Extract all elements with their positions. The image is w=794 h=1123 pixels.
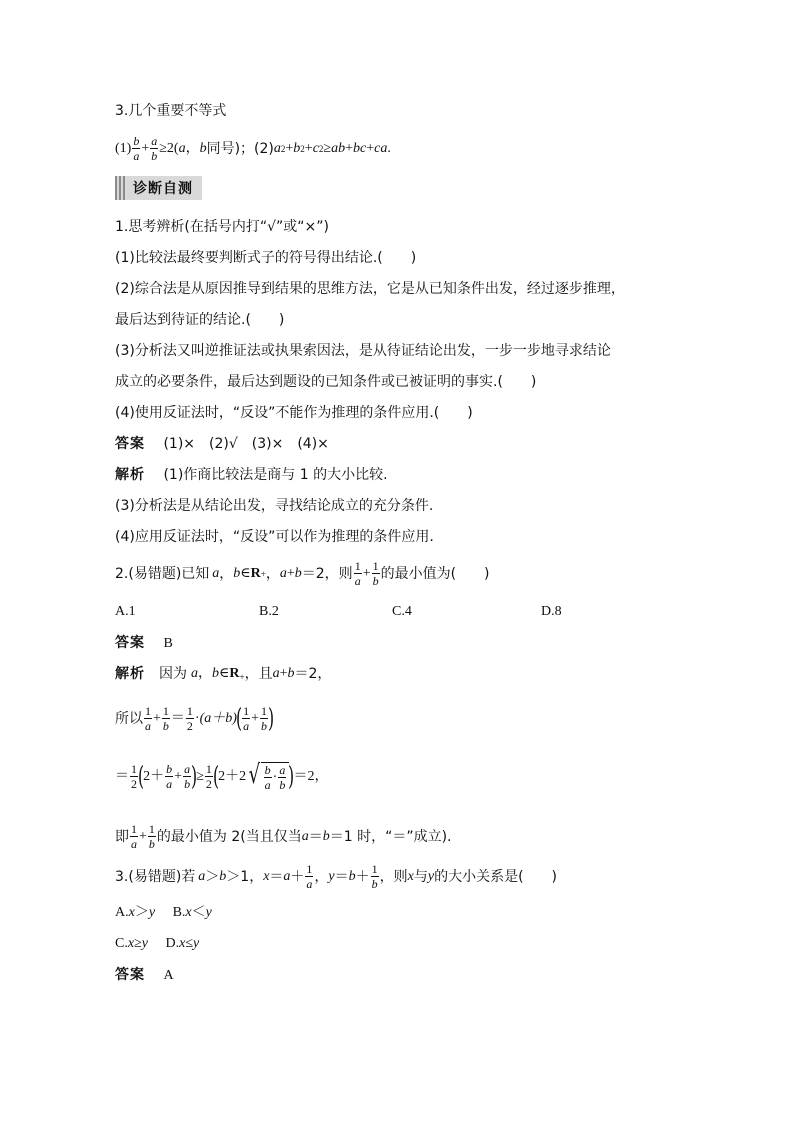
- fraction-a-over-b: [150, 135, 158, 162]
- frac-num: a: [184, 762, 191, 776]
- answer-label: 答案: [115, 635, 145, 651]
- q1-analysis1: (1)作商比较法是商与 1 的大小比较.: [163, 467, 388, 483]
- relation: ＞: [134, 905, 149, 920]
- plus-sign: +: [139, 828, 147, 844]
- option-prefix: B.: [172, 905, 186, 920]
- var-c: c: [312, 140, 319, 156]
- coef-two: 2: [239, 768, 247, 784]
- plus-sign: +: [251, 710, 259, 726]
- frac-den: b: [184, 777, 191, 791]
- var-b: b: [348, 868, 356, 884]
- frac-num: 1: [148, 822, 155, 836]
- in-sign: ∈: [219, 666, 230, 681]
- frac-num: a: [151, 134, 158, 148]
- analysis-label: 解析: [115, 666, 145, 682]
- frac-den: a: [306, 877, 313, 891]
- fraction-a-over-b: [278, 764, 286, 791]
- frac-num: 1: [354, 559, 361, 573]
- and-text: 与: [413, 868, 428, 885]
- var-x: x: [179, 936, 186, 951]
- q2-answer: B: [163, 636, 173, 651]
- var-a: a: [301, 828, 309, 844]
- radical-sign: √: [248, 760, 261, 790]
- fraction-b-over-a: [264, 764, 272, 791]
- term-ca: ca: [374, 140, 388, 156]
- frac-den: 2: [131, 777, 137, 791]
- frac-den: b: [151, 149, 158, 163]
- q2-derivation-line2: ＝ $\frac{1}{2}$ ( 2＋ $\frac{b}{a}$ + $\frac{a}{b}$ ) ≥ $\frac{1}{2}$ ( 2＋ 2 √ $\frac{b}{a}$ · $\frac{a}{b}$ ) ＝2，: [115, 760, 329, 792]
- q1-item2-line2: 最后达到待证的结论.( ): [115, 312, 285, 328]
- option-prefix: D.: [165, 936, 180, 951]
- frac-num: b: [264, 763, 271, 777]
- q3-option-a: [115, 905, 155, 920]
- frac-den: b: [279, 778, 286, 792]
- q1-analysis3: (3)分析法是从结论出发，寻找结论成立的充分条件.: [115, 498, 434, 514]
- set-R: R: [250, 565, 261, 581]
- fraction-1-over-a: [242, 705, 250, 732]
- gt-one: ＞1，: [226, 868, 264, 885]
- conclusion-text: 的最小值为 2(当且仅当: [156, 828, 302, 845]
- fraction-half: [130, 763, 138, 790]
- two-plus: 2＋: [218, 768, 240, 784]
- ineq1-prefix: (1): [115, 140, 132, 156]
- answer-label: 答案: [115, 436, 145, 452]
- q3-stem-start: 3.(易错题)若: [115, 868, 196, 885]
- var-x: x: [407, 868, 414, 884]
- frac-den: a: [264, 778, 271, 792]
- q3-options-row1: [115, 906, 212, 920]
- fraction-1-over-a: [305, 863, 313, 890]
- header-stripes: [115, 176, 125, 200]
- var-y: y: [328, 868, 335, 884]
- var-b: b: [294, 565, 302, 581]
- q2-option-d: D.8: [541, 604, 562, 619]
- q2-option-c: C.4: [392, 604, 412, 619]
- comma: ，: [314, 868, 329, 885]
- q3-option-b: [173, 905, 212, 920]
- plus-sign: +: [153, 710, 161, 726]
- frac-num: 1: [145, 704, 151, 718]
- frac-num: 1: [186, 704, 193, 718]
- frac-num: b: [133, 134, 140, 148]
- q1-item1: (1)比较法最终要判断式子的符号得出结论.( ): [115, 250, 417, 266]
- var-a: a: [212, 565, 220, 581]
- var-a: a: [272, 666, 280, 681]
- comma: ，: [198, 666, 212, 681]
- inequality-line: (1) $\frac{b}{a}$ + $\frac{a}{b}$ ≥2( a ， b 同号)；(2) a 2 + b 2 + c 2 ≥ ab + bc + ca .: [115, 134, 391, 163]
- q1-item3-line2: 成立的必要条件，最后达到题设的已知条件或已被证明的事实.( ): [115, 374, 537, 390]
- fraction-1-over-a: [130, 823, 138, 850]
- var-a: a: [273, 140, 281, 156]
- equals-two: ＝2，: [294, 666, 332, 682]
- var-y: y: [427, 868, 435, 884]
- two-plus: 2＋: [143, 768, 165, 784]
- in-sign: ∈: [240, 565, 251, 581]
- q2-conclusion: [115, 823, 452, 850]
- var-b: b: [212, 666, 219, 681]
- plus-sign: +: [174, 768, 183, 784]
- q2-option-a: A.1: [115, 604, 136, 619]
- fraction-1-over-b: [260, 705, 268, 732]
- section3-title: 3.几个重要不等式: [115, 103, 227, 119]
- fraction-1-over-a: [354, 560, 362, 587]
- equals-two: ＝2，则: [301, 565, 353, 582]
- and-text: ，且: [244, 666, 273, 682]
- then-text: ，则: [379, 868, 408, 885]
- ineq1-cond-end: 同号)；(2): [206, 140, 274, 157]
- frac-num: b: [166, 762, 173, 776]
- var-b: b: [293, 140, 301, 156]
- analysis-label: 解析: [115, 467, 145, 483]
- plus-sign: +: [279, 666, 288, 681]
- relation: ≥: [134, 936, 142, 951]
- term-bc: bc: [353, 140, 367, 156]
- q1-analysis4: (4)应用反证法时，“反设”可以作为推理的条件应用.: [115, 529, 434, 545]
- q3-options-row2: [115, 937, 199, 951]
- fraction-1-over-b: [162, 705, 170, 732]
- set-subscript: +: [239, 672, 245, 682]
- period: .: [387, 140, 391, 156]
- answer-label: 答案: [115, 967, 145, 983]
- plus-sign: +: [286, 565, 295, 581]
- section-header: [115, 176, 202, 200]
- section-header-label: 诊断自测: [133, 181, 193, 197]
- q3-option-c: [115, 936, 148, 951]
- q3-stem: [115, 863, 557, 890]
- q2-derivation-line1: 所以 $\frac{1}{a}$ + $\frac{1}{b}$ ＝ $\frac{1}{2}$ · (a＋b) ( $\frac{1}{a}$ + $\frac{1}{b}$ ): [115, 703, 275, 734]
- equals: ＝: [170, 710, 185, 726]
- plus-sign: +: [362, 565, 371, 581]
- var-a: a: [279, 565, 287, 581]
- plus-sign: +: [141, 140, 150, 156]
- q3-answer: A: [163, 968, 174, 983]
- var-x: x: [127, 936, 135, 951]
- frac-den: a: [133, 149, 140, 163]
- frac-num: 1: [372, 559, 379, 573]
- frac-den: b: [260, 719, 267, 733]
- q3-stem-end: 的大小关系是( ): [434, 868, 558, 885]
- var-y: y: [205, 905, 212, 920]
- frac-num: 1: [205, 762, 212, 776]
- frac-den: b: [148, 837, 155, 851]
- frac-num: 1: [131, 762, 137, 776]
- comma: ，: [185, 140, 200, 156]
- fraction-b-over-a: [132, 135, 140, 162]
- q2-option-b: B.2: [259, 604, 279, 619]
- frac-num: 1: [306, 862, 313, 876]
- option-prefix: C.: [115, 936, 128, 951]
- var-a: a: [283, 868, 291, 884]
- relation: ＜: [191, 905, 206, 920]
- ge-sign: ≥: [196, 768, 204, 784]
- q1-answer-row: [115, 437, 329, 451]
- q1-item4: (4)使用反证法时，“反设”不能作为推理的条件应用.( ): [115, 405, 473, 421]
- var-b: b: [233, 565, 241, 581]
- q2-answer-row: [115, 636, 173, 651]
- sum-expr: (a＋b): [199, 710, 237, 726]
- plus-sign: +: [345, 140, 354, 156]
- relation: ≤: [185, 936, 193, 951]
- var-a: a: [178, 140, 186, 156]
- fraction-1-over-a: [144, 705, 152, 732]
- frac-num: 1: [371, 862, 378, 876]
- term-ab: ab: [331, 140, 346, 156]
- frac-num: 1: [260, 704, 267, 718]
- q1-item3-line1: (3)分析法又叫逆推证法或执果索因法，是从待证结论出发，一步一步地寻求结论: [115, 343, 611, 359]
- frac-den: a: [243, 719, 250, 733]
- frac-den: a: [166, 777, 173, 791]
- frac-num: a: [279, 763, 286, 777]
- square-root: √ $\frac{b}{a}$ · $\frac{a}{b}$: [246, 762, 289, 791]
- var-b: b: [287, 666, 295, 681]
- plus-sign: +: [366, 140, 375, 156]
- fraction-b-over-a: [165, 763, 173, 790]
- ineq1-rest: ≥2(: [159, 140, 179, 156]
- frac-num: 1: [243, 704, 250, 718]
- frac-den: 2: [186, 719, 193, 733]
- var-b: b: [199, 140, 207, 156]
- fraction-half: [205, 763, 213, 790]
- plus-sign: ＋: [355, 868, 370, 885]
- var-b: b: [219, 868, 227, 884]
- var-x: x: [185, 905, 192, 920]
- q2-stem: 2.(易错题)已知 a ， b ∈ R + ， a + b ＝2，则 $\frac{1}{a}$ + $\frac{1}{b}$ 的最小值为( ): [115, 559, 490, 588]
- q1-title: 1.思考辨析(在括号内打“√”或“×”): [115, 219, 329, 235]
- because-text: 因为: [159, 666, 187, 682]
- gt-sign: ＞: [205, 868, 220, 885]
- final-equals: ＝2，: [293, 768, 329, 784]
- frac-den: a: [131, 837, 137, 851]
- equals: ＝: [269, 868, 284, 885]
- comma: ，: [265, 565, 280, 582]
- plus-sign: ＋: [290, 868, 305, 885]
- conclusion-end: ＝1 时，“＝”成立).: [329, 828, 452, 845]
- var-b: b: [322, 828, 330, 844]
- q1-answer: (1)× (2)√ (3)× (4)×: [163, 436, 329, 452]
- frac-den: b: [162, 719, 169, 733]
- frac-den: 2: [205, 777, 212, 791]
- q1-item2-line1: (2)综合法是从原因推导到结果的思维方法，它是从已知条件出发，经过逐步推理，: [115, 281, 625, 297]
- plus-sign: +: [285, 140, 294, 156]
- equals: ＝: [115, 768, 129, 784]
- so-text: 所以: [115, 710, 143, 727]
- var-x: x: [263, 868, 270, 884]
- i-e-text: 即: [115, 828, 129, 845]
- frac-num: 1: [162, 704, 169, 718]
- q2-stem-start: 2.(易错题)已知: [115, 565, 210, 582]
- q1-analysis-row: [115, 468, 388, 482]
- plus-sign: +: [304, 140, 313, 156]
- var-y: y: [141, 936, 148, 951]
- frac-den: b: [372, 574, 379, 588]
- frac-den: a: [354, 574, 361, 588]
- var-x: x: [128, 905, 135, 920]
- frac-den: a: [145, 719, 151, 733]
- var-a: a: [191, 666, 198, 681]
- fraction-1-over-b: [148, 823, 156, 850]
- fraction-1-over-b: [372, 560, 380, 587]
- q3-option-d: [165, 936, 199, 951]
- var-y: y: [193, 936, 200, 951]
- q3-answer-row: [115, 968, 174, 983]
- q2-analysis-intro: [115, 667, 331, 681]
- fraction-half: [186, 705, 194, 732]
- comma: ，: [219, 565, 234, 582]
- fraction-a-over-b: [183, 763, 191, 790]
- set-R: R: [229, 666, 240, 681]
- var-y: y: [148, 905, 156, 920]
- frac-den: b: [371, 877, 378, 891]
- ge-sign: ≥: [323, 140, 332, 156]
- fraction-1-over-b: [371, 863, 379, 890]
- frac-num: 1: [131, 822, 137, 836]
- q2-stem-end: 的最小值为( ): [380, 565, 490, 582]
- var-a: a: [198, 868, 206, 884]
- option-prefix: A.: [115, 905, 129, 920]
- equals: ＝: [334, 868, 349, 885]
- equals: ＝: [308, 828, 323, 845]
